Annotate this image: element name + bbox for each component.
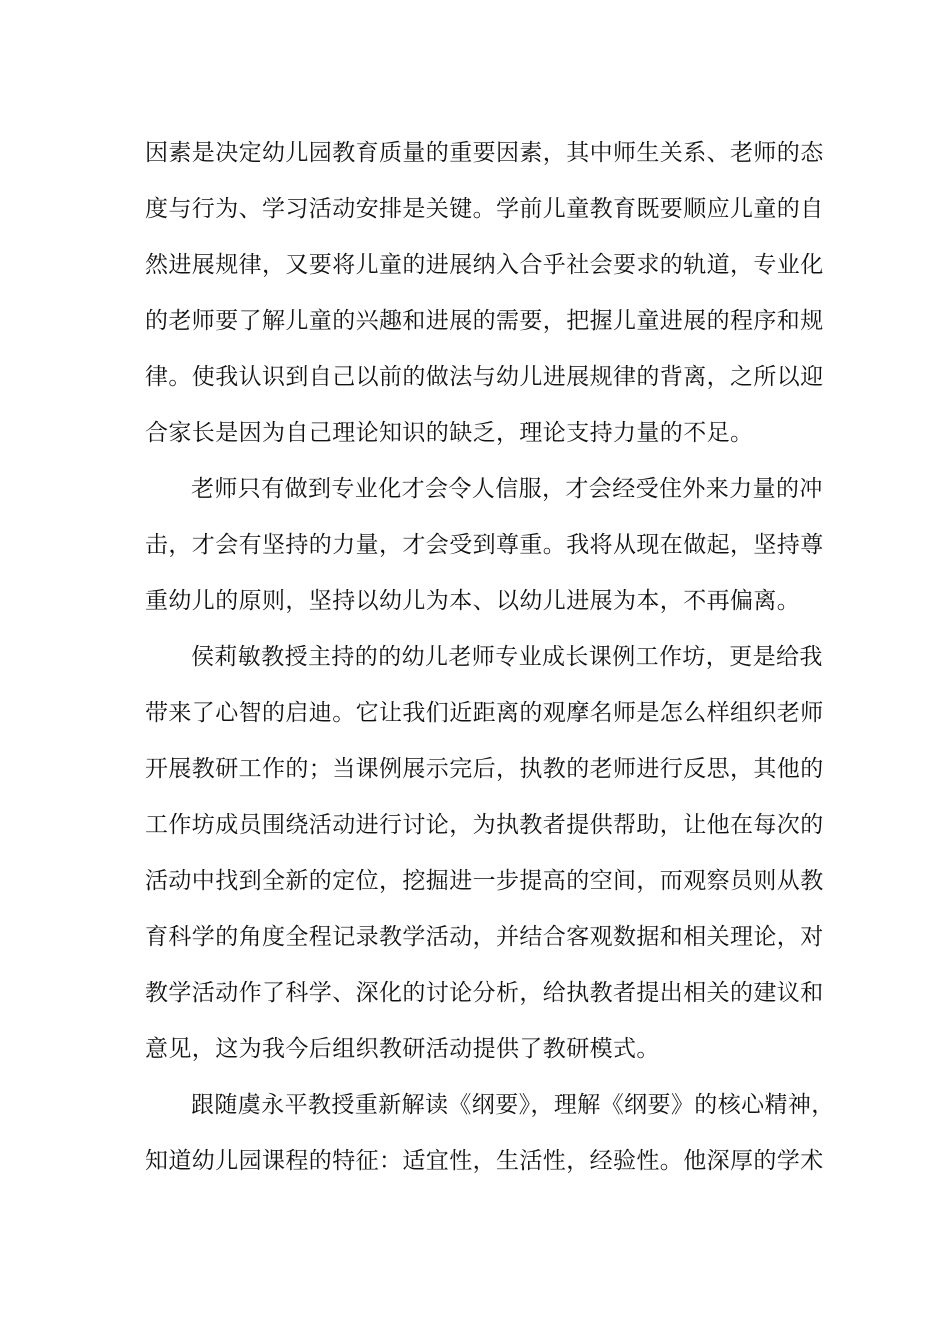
paragraph-1-line-1: 因素是决定幼儿园教育质量的重要因素，其中师生关系、老师的态 (145, 140, 824, 166)
paragraph-3-line-7: 教学活动作了科学、深化的讨论分析，给执教者提出相关的建议和 (145, 980, 824, 1006)
paragraph-3-line-2: 带来了心智的启迪。它让我们近距离的观摩名师是怎么样组织老师 (145, 700, 824, 726)
paragraph-3-line-8: 意见，这为我今后组织教研活动提供了教研模式。 (145, 1036, 660, 1062)
paragraph-4-line-1: 跟随虞永平教授重新解读《纲要》，理解《纲要》的核心精神， (191, 1092, 835, 1118)
paragraph-3-line-3: 开展教研工作的；当课例展示完后，执教的老师进行反思，其他的 (145, 756, 824, 782)
paragraph-1-line-4: 的老师要了解儿童的兴趣和进展的需要，把握儿童进展的程序和规 (145, 308, 824, 334)
paragraph-3-line-6: 育科学的角度全程记录教学活动，并结合客观数据和相关理论，对 (145, 924, 824, 950)
paragraph-3-line-5: 活动中找到全新的定位，挖掘进一步提高的空间，而观察员则从教 (145, 868, 824, 894)
paragraph-3-line-4: 工作坊成员围绕活动进行讨论，为执教者提供帮助，让他在每次的 (145, 812, 824, 838)
paragraph-2-line-3: 重幼儿的原则，坚持以幼儿为本、以幼儿进展为本，不再偏离。 (145, 588, 801, 614)
paragraph-4-line-2: 知道幼儿园课程的特征：适宜性，生活性，经验性。他深厚的学术 (145, 1148, 824, 1174)
paragraph-1-line-5: 律。使我认识到自己以前的做法与幼儿进展规律的背离，之所以迎 (145, 364, 824, 390)
paragraph-1-line-2: 度与行为、学习活动安排是关键。学前儿童教育既要顺应儿童的自 (145, 196, 824, 222)
paragraph-2-line-2: 击，才会有坚持的力量，才会受到尊重。我将从现在做起，坚持尊 (145, 532, 824, 558)
paragraph-2-line-1: 老师只有做到专业化才会令人信服，才会经受住外来力量的冲 (191, 476, 823, 502)
paragraph-1-line-6: 合家长是因为自己理论知识的缺乏，理论支持力量的不足。 (145, 420, 754, 446)
paragraph-1-line-3: 然进展规律，又要将儿童的进展纳入合乎社会要求的轨道，专业化 (145, 252, 824, 278)
paragraph-3-line-1: 侯莉敏教授主持的的幼儿老师专业成长课例工作坊，更是给我 (191, 644, 823, 670)
